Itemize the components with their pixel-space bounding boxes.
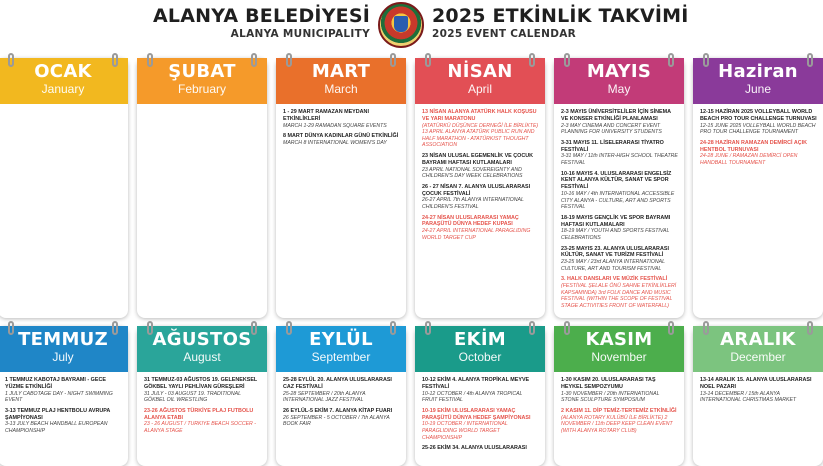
event-item [144, 408, 261, 435]
month-header [415, 326, 545, 372]
event-item [561, 109, 678, 136]
binder-ring-icon [564, 53, 570, 67]
event-item [422, 445, 539, 452]
event-title-en: (ATATÜRKÜ DÜŞÜNCE DERNEĞİ İLE BİRLİKTE) 13 APRIL ALANYA ATATÜRK PUBLIC RUN AND HALF MARATHON - ATATÜRKIST THOUGHT ASSOCIATION [422, 122, 539, 149]
month-name-en: November [591, 350, 647, 364]
event-item [561, 171, 678, 211]
month-name-tr: ŞUBAT [168, 61, 236, 82]
month-name-tr: KASIM [585, 329, 653, 350]
event-title-en: 26 SEPTEMBER - 5 OCTOBER / 7th ALANYA BOOK FAIR [283, 414, 390, 428]
month-header [276, 58, 406, 104]
event-item [422, 408, 539, 441]
month-events [276, 104, 406, 147]
event-title-tr: 26 EYLÜL-5 EKİM 7. ALANYA KİTAP FUARI [283, 407, 393, 414]
month-card [415, 58, 545, 318]
month-header [276, 326, 406, 372]
month-name-en: December [730, 350, 786, 364]
month-events [137, 372, 267, 435]
binder-ring-icon [286, 321, 292, 335]
binder-ring-icon [529, 321, 535, 335]
binder-ring-icon [703, 321, 709, 335]
event-title-tr: 3-13 TEMMUZ PLAJ HENTBOLU AVRUPA ŞAMPİYONASI [5, 407, 111, 421]
calendar-header [0, 0, 800, 50]
month-header [0, 326, 128, 372]
month-header [693, 326, 823, 372]
month-header [554, 58, 684, 104]
month-header [137, 326, 267, 372]
event-item [5, 377, 122, 404]
month-name-en: February [177, 82, 227, 96]
event-item [561, 215, 678, 242]
event-title-en: MARCH 8 INTERNATIONAL WOMEN'S DAY [283, 139, 387, 146]
binder-ring-icon [668, 321, 674, 335]
event-item [700, 140, 817, 167]
event-title-en: 10-12 OCTOBER / 4th ALANYA TROPICAL FRUIT FESTIVAL [422, 390, 523, 404]
event-title-en: 13-14 DECEMBER / 15th ALANYA INTERNATIONAL CHRISTMAS MARKET [700, 390, 797, 404]
event-title-tr: 3-31 MAYIS 11. LİSELERARASI TİYATRO FESTİVALİ [561, 139, 664, 153]
event-item [700, 109, 817, 136]
event-title-tr: 12-15 HAZİRAN 2025 VOLLEYBALL WORLD BEACH PRO TOUR CHALLENGE TURNUVASI [700, 109, 817, 122]
event-title-tr: 23 NİSAN ULUSAL EGEMENLİK VE ÇOCUK BAYRAMI HAFTASI KUTLAMALARI [422, 152, 534, 166]
municipality-title-block [153, 6, 370, 40]
event-item [561, 377, 678, 404]
event-title-en: 23 APRIL NATIONAL SOVEREIGNTY AND CHILDREN'S DAY WEEK CELEBRATIONS [422, 166, 523, 180]
event-title-en: 18-19 MAY / YOUTH AND SPORTS FESTIVAL CELEBRATIONS [561, 228, 670, 241]
calendar-title-en: 2025 EVENT CALENDAR [432, 28, 577, 40]
month-card [0, 58, 128, 318]
event-item [700, 377, 817, 404]
event-title-tr: 23-25 MAYIS 23. ALANYA ULUSLARARASI KÜLTÜR, SANAT VE TURİZM FESTİVALİ [561, 245, 669, 259]
month-name-tr: AĞUSTOS [152, 329, 252, 350]
month-name-en: August [183, 350, 221, 364]
event-item [283, 377, 400, 404]
event-title-tr: 13 NİSAN ALANYA ATATÜRK HALK KOŞUSU VE YARI MARATONU [422, 109, 537, 122]
binder-ring-icon [112, 53, 118, 67]
event-title-tr: 1-30 KASIM 20. ULUSLARARASI TAŞ HEYKEL SEMPOZYUMU [561, 377, 656, 390]
month-card [0, 326, 128, 466]
month-events [276, 372, 406, 428]
month-card [554, 58, 684, 318]
month-name-en: July [52, 350, 74, 364]
month-name-tr: ARALIK [720, 329, 796, 350]
month-card [276, 326, 406, 466]
binder-ring-icon [703, 53, 709, 67]
event-title-tr: 25-26 EKİM 34. ALANYA ULUSLARARASI [422, 445, 527, 452]
month-events [554, 372, 684, 434]
event-title-tr: 18-19 MAYIS GENÇLİK VE SPOR BAYRAMI HAFTASI KUTLAMALARI [561, 214, 671, 228]
event-item [283, 133, 400, 146]
binder-ring-icon [425, 53, 431, 67]
event-title-en: 23-25 MAY / 23rd ALANYA INTERNATIONAL CULTURE, ART AND TOURISM FESTIVAL [561, 259, 665, 272]
event-item [561, 246, 678, 273]
event-title-en: 24-27 APRIL INTERNATIONAL PARAGLIDING WORLD TARGET CUP [422, 228, 531, 241]
event-item [422, 153, 539, 180]
event-item [561, 408, 678, 435]
event-title-en: (FESTİVAL ŞELALE ÖNÜ SAHNE ETKİNLİKLERİ KAPSAMINDA) 3rd FOLK DANCE AND MUSIC FESTIVAL (WITHIN THE SCOPE OF FESTIVAL STAGE ACTIVITIES FRONT OF WATERFALL) [561, 283, 677, 309]
municipality-name-en: ALANYA MUNICIPALITY [230, 28, 370, 40]
calendar-title-block [432, 6, 689, 40]
month-card [415, 326, 545, 466]
event-title-en: 31 JULY - 03 AUGUST 19. TRADITIONAL GÖKBEL OIL WRESTLING [144, 390, 241, 404]
event-item [422, 377, 539, 404]
event-title-tr: 1 TEMMUZ KABOTAJ BAYRAMI - GECE YÜZME ETKİNLİĞİ [5, 377, 106, 390]
binder-ring-icon [8, 321, 14, 335]
binder-ring-icon [564, 321, 570, 335]
event-title-en: 3-13 JULY BEACH HANDBALL EUROPEAN CHAMPIONSHIP [5, 421, 108, 434]
month-name-tr: OCAK [34, 61, 92, 82]
month-name-en: March [324, 82, 358, 96]
event-title-en: 12-15 JUNE 2025 VOLLEYBALL WORLD BEACH PRO TOUR CHALLENGE TOURNAMENT [700, 122, 816, 136]
binder-ring-icon [807, 321, 813, 335]
month-header [693, 58, 823, 104]
event-item [422, 109, 539, 149]
month-name-tr: TEMMUZ [18, 329, 108, 350]
event-title-en: 1-30 NOVEMBER / 20th INTERNATIONAL STONE SCULPTURE SYMPOSIUM [561, 390, 660, 404]
month-header [415, 58, 545, 104]
month-card [137, 326, 267, 466]
month-name-tr: EYLÜL [309, 329, 373, 350]
binder-ring-icon [425, 321, 431, 335]
month-card [693, 58, 823, 318]
event-item [283, 408, 400, 428]
month-events [137, 104, 267, 109]
month-name-tr: MAYIS [586, 61, 652, 82]
month-name-tr: NİSAN [447, 61, 513, 82]
event-title-tr: 8 MART DÜNYA KADINLAR GÜNÜ ETKİNLİĞİ [283, 133, 399, 140]
month-card [693, 326, 823, 466]
binder-ring-icon [251, 53, 257, 67]
month-name-en: October [458, 350, 502, 364]
event-title-tr: 23-26 AĞUSTOS TÜRKİYE PLAJ FUTBOLU ALANYA ETABI [144, 407, 254, 421]
event-title-en: 10-19 OCTOBER / INTERNATIONAL PARAGLIDING WORLD TARGET CHAMPIONSHIP [422, 421, 508, 441]
municipality-name-tr: ALANYA BELEDİYESİ [153, 5, 370, 27]
month-name-en: September [311, 350, 371, 364]
event-title-tr: 2-3 MAYIS ÜNİVERSİTELİLER İÇİN SİNEMA VE KONSER ETKİNLİĞİ PLANLAMASI [561, 109, 671, 122]
binder-ring-icon [112, 321, 118, 335]
month-name-en: January [41, 82, 85, 96]
month-card [554, 326, 684, 466]
month-header [137, 58, 267, 104]
month-name-tr: MART [311, 61, 371, 82]
event-title-en: MARCH 1-29 RAMADAN SQUARE EVENTS [283, 122, 387, 129]
binder-ring-icon [390, 321, 396, 335]
month-name-en: May [607, 82, 631, 96]
event-title-en: 1 JULY CABOTAGE DAY - NIGHT SWIMMING EVENT [5, 390, 113, 404]
binder-ring-icon [529, 53, 535, 67]
month-header [0, 58, 128, 104]
event-item [5, 408, 122, 435]
binder-ring-icon [286, 53, 292, 67]
event-title-tr: 31 TEMMUZ-03 AĞUSTOS 19. GELENEKSEL GÖKBEL YAYLI PEHLİVAN GÜREŞLERİ [144, 377, 258, 390]
month-name-en: April [467, 82, 492, 96]
binder-ring-icon [807, 53, 813, 67]
seal-emblem [394, 16, 408, 32]
event-title-en: 24-28 JUNE / RAMAZAN DEMİRCİ OPEN HANDBALL TOURNAMENT [700, 153, 798, 166]
event-title-en: 3-31 MAY / 11th INTER-HIGH SCHOOL THEATRE FESTIVAL [561, 153, 678, 166]
event-item [422, 184, 539, 211]
month-events [0, 104, 128, 109]
month-events [554, 104, 684, 309]
month-events [0, 372, 128, 435]
binder-ring-icon [390, 53, 396, 67]
month-name-tr: Haziran [718, 61, 798, 82]
event-title-en: 26-27 APRIL 7th ALANYA INTERNATIONAL CHILDREN'S FESTIVAL [422, 197, 524, 210]
month-events [693, 372, 823, 404]
month-name-en: June [744, 82, 772, 96]
event-item [561, 276, 678, 309]
binder-ring-icon [251, 321, 257, 335]
event-item [144, 377, 261, 404]
event-title-tr: 26 - 27 NİSAN 7. ALANYA ULUSLARARASI ÇOCUK FESTİVALİ [422, 183, 531, 197]
calendar-title-tr: 2025 ETKİNLİK TAKVİMİ [432, 5, 689, 27]
event-title-en: 10-16 MAY / 4th INTERNATIONAL ACCESSIBLE CITY ALANYA - CULTURE, ART AND SPORTS FESTIVAL [561, 190, 675, 211]
binder-ring-icon [147, 53, 153, 67]
month-events [415, 104, 545, 241]
event-item [561, 140, 678, 167]
month-events [693, 104, 823, 167]
event-title-en: 2-3 MAY CINEMA AND CONCERT EVENT PLANNING FOR UNIVERSITY STUDENTS [561, 122, 662, 136]
month-card [276, 58, 406, 318]
event-item [283, 109, 400, 129]
municipality-seal-icon [378, 2, 424, 48]
event-title-tr: 3. HALK DANSLARI VE MÜZİK FESTİVALİ [561, 276, 668, 283]
event-title-en: 23 - 26 AUGUST / TURKIYE BEACH SOCCER - ALANYA STAGE [144, 421, 256, 434]
month-header [554, 326, 684, 372]
event-title-en: (ALANYA ROTARY KULÜBÜ İLE BİRLİKTE) 2 NOVEMBER / 11th DEEP KEEP CLEAN EVENT (WITH ALANYA ROTARY CLUB) [561, 414, 673, 434]
month-name-tr: EKİM [453, 329, 507, 350]
binder-ring-icon [668, 53, 674, 67]
binder-ring-icon [8, 53, 14, 67]
event-title-tr: 25-28 EYLÜL 20. ALANYA ULUSLARARASI CAZ FESTİVALİ [283, 377, 392, 390]
event-title-tr: 10-19 EKİM ULUSLARARASI YAMAÇ PARAŞÜTÜ DÜNYA HEDEF ŞAMPİYONASI [422, 407, 531, 421]
event-title-tr: 2 KASIM 11. DİP TEMİZ-TERTEMİZ ETKİNLİĞİ [561, 407, 677, 414]
event-title-tr: 1 - 29 MART RAMAZAN MEYDANI ETKİNLİKLERİ [283, 109, 369, 122]
event-title-tr: 24-28 HAZİRAN RAMAZAN DEMİRCİ AÇIK HENTBOL TURNUVASI [700, 139, 808, 153]
event-title-en: 25-28 SEPTEMBER / 20th ALANYA INTERNATIONAL JAZZ FESTIVAL [283, 390, 366, 404]
month-events [415, 372, 545, 452]
event-title-tr: 10-16 MAYIS 4. ULUSLARARASI ENGELSİZ KENT ALANYA KÜLTÜR, SANAT VE SPOR FESTİVALİ [561, 170, 672, 191]
binder-ring-icon [147, 321, 153, 335]
event-title-tr: 10-12 EKİM 4. ALANYA TROPİKAL MEYVE FESTİVALİ [422, 377, 530, 390]
event-item [422, 215, 539, 242]
month-card [137, 58, 267, 318]
event-title-tr: 24-27 NİSAN ULUSLARARASI YAMAÇ PARAŞÜTÜ DÜNYA HEDEF KUPASI [422, 214, 519, 228]
event-title-tr: 13-14 ARALIK 15. ALANYA ULUSLARARASI NOEL PAZARI [700, 377, 812, 390]
